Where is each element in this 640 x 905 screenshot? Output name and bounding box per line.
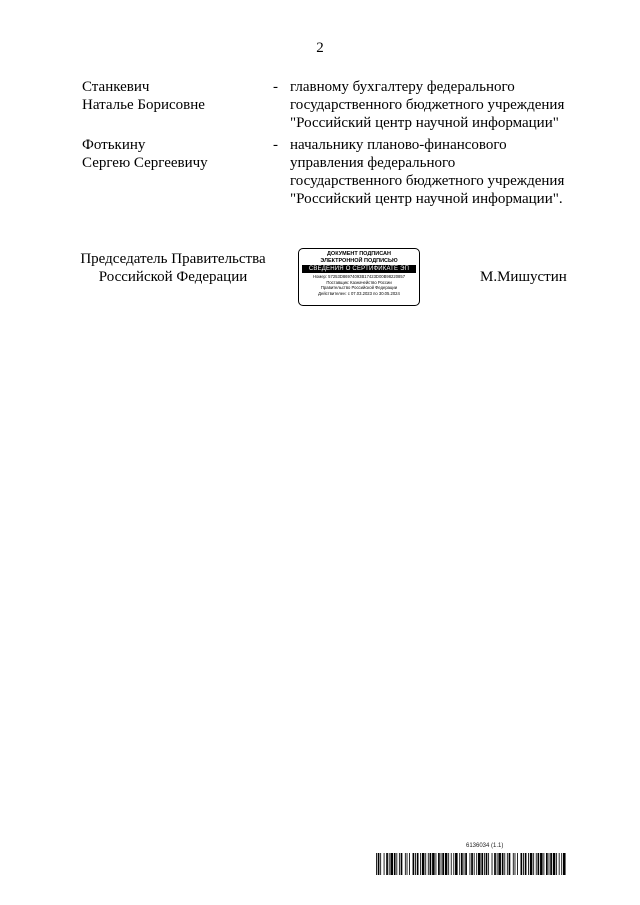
barcode-bar (543, 853, 544, 875)
barcode-bar (455, 853, 458, 875)
barcode-bar (464, 853, 465, 875)
recipient-surname: Станкевич (82, 79, 150, 95)
barcode-bar (445, 853, 448, 875)
document-code: 6136034 (1.1) (466, 843, 504, 849)
barcode-bar (563, 853, 566, 875)
barcode-bar (399, 853, 400, 875)
barcode-bar (525, 853, 527, 875)
barcode-bar (386, 853, 388, 875)
barcode-bar (497, 853, 498, 875)
signer-title (78, 250, 268, 286)
barcode-bar (390, 853, 393, 875)
barcode-bar (513, 853, 514, 875)
barcode-bar (476, 853, 477, 875)
barcode-bar (380, 853, 381, 875)
barcode-bar (448, 853, 449, 875)
barcode-bar (538, 853, 540, 875)
barcode-bar (561, 853, 562, 875)
barcode-bar (509, 853, 511, 875)
position-line: главному бухгалтеру федерального (290, 79, 515, 95)
barcode-bar (471, 853, 473, 875)
barcode-bar (536, 853, 537, 875)
barcode-bar (559, 853, 560, 875)
stamp-owner: Правительство Российской Федерации (320, 285, 398, 290)
barcode-bar (528, 853, 529, 875)
barcode-bar (442, 853, 444, 875)
barcode-bar (432, 853, 435, 875)
position-line: государственного бюджетного учреждения (290, 97, 565, 113)
barcode-bar (517, 853, 518, 875)
barcode-bar (420, 853, 421, 875)
barcode-bar (498, 853, 501, 875)
barcode-bar (556, 853, 557, 875)
barcode-bar (478, 853, 481, 875)
electronic-signature-stamp (298, 248, 420, 306)
barcode-bar (474, 853, 475, 875)
stamp-certificate-number: Номер: 57253D86974093B17423D00B98220857 (312, 274, 406, 279)
barcode-bar (428, 853, 429, 875)
signer-title-line: Российской Федерации (98, 269, 248, 285)
signer-name: М.Мишустин (480, 269, 567, 285)
signer-title-line: Председатель Правительства (80, 251, 266, 267)
barcode-bar (409, 853, 410, 875)
barcode-bar (540, 853, 543, 875)
barcode-bar (430, 853, 432, 875)
barcode-bar (413, 853, 415, 875)
barcode-bar (405, 853, 406, 875)
separator-dash: - (273, 137, 278, 153)
barcode-bar (515, 853, 516, 875)
barcode-bar (378, 853, 380, 875)
barcode-bar (504, 853, 505, 875)
barcode-bar (553, 853, 556, 875)
barcode-bar (376, 853, 377, 875)
barcode-bar (533, 853, 534, 875)
barcode-bar (436, 853, 437, 875)
recipient-name (82, 78, 262, 114)
position-line: управления федерального (290, 155, 456, 171)
barcode-bar (415, 853, 416, 875)
barcode-bar (523, 853, 524, 875)
separator-dash: - (273, 79, 278, 95)
barcode-bar (401, 853, 403, 875)
stamp-validity: Действителен: с 07.03.2023 по 30.05.2024 (318, 290, 400, 296)
barcode-bar (488, 853, 489, 875)
stamp-heading-line: ДОКУМЕНТ ПОДПИСАН (327, 251, 391, 257)
barcode-bar (502, 853, 504, 875)
barcode-bar (550, 853, 552, 875)
barcode-bar (459, 853, 460, 875)
barcode-bar (521, 853, 523, 875)
barcode-bar (481, 853, 483, 875)
recipient-name (82, 136, 262, 172)
barcode-bar (494, 853, 496, 875)
position-line: "Российский центр научной информации". (290, 191, 563, 207)
barcode-bar (396, 853, 397, 875)
stamp-certificate-band: СВЕДЕНИЯ О СЕРТИФИКАТЕ ЭП (302, 265, 416, 273)
barcode-bar (546, 853, 548, 875)
recipient-position (290, 78, 580, 132)
stamp-issuer: Поставщик: Казначейство России (326, 279, 392, 285)
barcode-bar (422, 853, 425, 875)
stamp-heading-line: ЭЛЕКТРОННОЙ ПОДПИСЬЮ (320, 257, 398, 264)
barcode-bar (465, 853, 467, 875)
barcode-bar (486, 853, 488, 875)
barcode-bar (492, 853, 493, 875)
stamp-heading (299, 251, 419, 264)
recipient-given-names: Наталье Борисовне (82, 97, 205, 113)
barcode-bar (484, 853, 485, 875)
barcode-bar (441, 853, 442, 875)
position-line: начальнику планово-финансового (290, 137, 507, 153)
barcode-bar (438, 853, 440, 875)
barcode-bar (507, 853, 508, 875)
recipient-surname: Фотькину (82, 137, 146, 153)
position-line: "Российский центр научной информации" (290, 115, 559, 131)
barcode-bar (549, 853, 550, 875)
barcode (376, 853, 566, 875)
barcode-bar (453, 853, 454, 875)
barcode-bar (417, 853, 419, 875)
barcode-bar (461, 853, 463, 875)
recipient-given-names: Сергею Сергеевичу (82, 155, 208, 171)
page-number: 2 (316, 40, 324, 56)
barcode-bar (394, 853, 396, 875)
position-line: государственного бюджетного учреждения (290, 173, 565, 189)
barcode-bar (530, 853, 533, 875)
barcode-bar (451, 853, 452, 875)
barcode-bar (384, 853, 385, 875)
barcode-bar (470, 853, 471, 875)
barcode-bar (425, 853, 426, 875)
barcode-bar (389, 853, 390, 875)
barcode-bar (407, 853, 408, 875)
recipient-position (290, 136, 580, 208)
